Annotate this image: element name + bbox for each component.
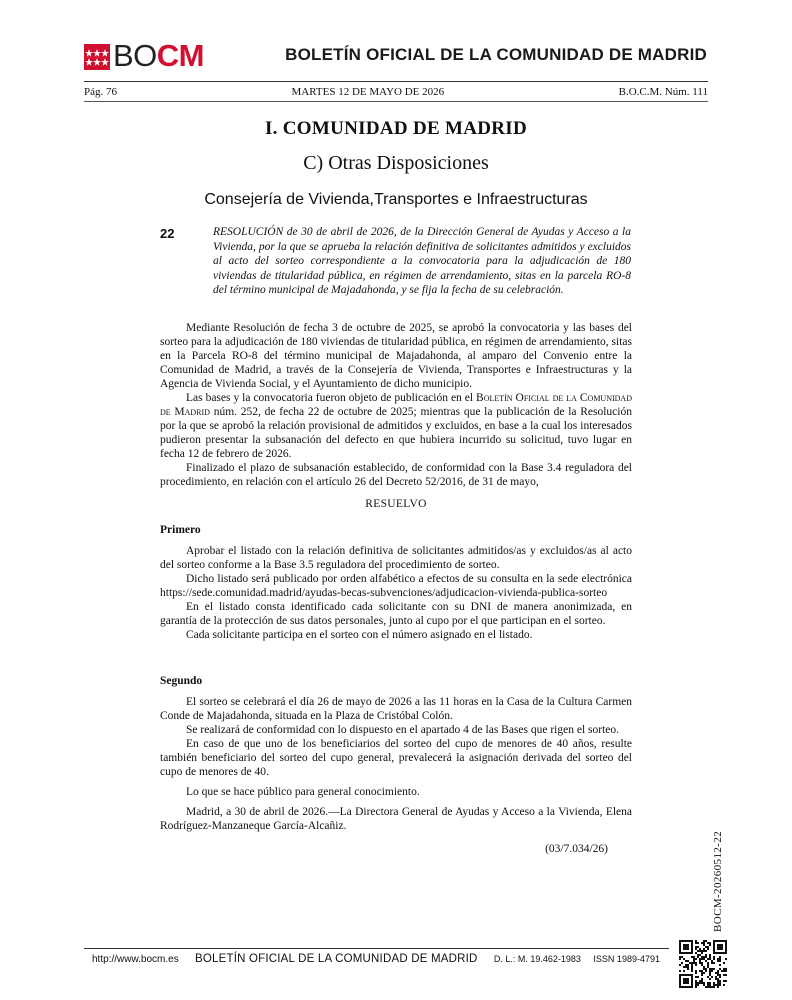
logo-text-bo: BO <box>113 38 157 73</box>
intro-paragraph-3: Finalizado el plazo de subsanación establecido, de conformidad con la Base 3.4 reguladora del procedimiento, en relación con el artículo 26 del Decreto 52/2016, de 31 de mayo, <box>160 462 632 488</box>
footer-title: BOLETÍN OFICIAL DE LA COMUNIDAD DE MADRID <box>195 953 478 965</box>
madrid-stars-logo-icon <box>84 44 110 70</box>
issue-number: B.O.C.M. Núm. 111 <box>618 86 708 98</box>
intro-block <box>160 321 632 489</box>
section-title: I. COMUNIDAD DE MADRID <box>264 118 528 139</box>
page-number: Pág. 76 <box>84 86 117 98</box>
header-rule <box>84 81 708 82</box>
header-rule-bottom <box>84 101 708 102</box>
bocm-logo <box>84 40 204 72</box>
segundo-paragraph-2: Se realizará de conformidad con lo dispuesto en el apartado 4 de las Bases que rigen el sorteo. <box>186 724 620 736</box>
intro-paragraph-2 <box>160 391 632 461</box>
qr-code-icon <box>679 940 727 988</box>
segundo-heading: Segundo <box>160 675 203 687</box>
issue-date: MARTES 12 DE MAYO DE 2026 <box>291 86 445 98</box>
segundo-block <box>160 674 632 833</box>
signature-paragraph: Madrid, a 30 de abril de 2026.—La Directora General de Ayudas y Acceso a la Vivienda, Elena Rodríguez-Manzaneque García-Alcañiz. <box>160 806 632 832</box>
segundo-paragraph-3: En caso de que uno de los beneficiarios del sorteo del cupo de menores de 40 años, resulte también beneficiario del sorteo del cupo general, prevalecerá la asignación derivada del sorteo del cupo de menores de 40. <box>160 738 632 778</box>
primero-paragraph-4: Cada solicitante participa en el sorteo con el número asignado en el listado. <box>186 629 533 641</box>
primero-heading: Primero <box>160 524 201 536</box>
intro-p2-start: Las bases y la convocatoria fueron objeto de publicación en el <box>186 392 477 404</box>
intro-p2-end: núm. 252, de fecha 22 de octubre de 2025; mientras que la publicación de la Resolución por la que se aprobó la relación provisional de admitidos y excluidos, en base a la cual los interesados pudieron presentar la subsanación del defecto en que hubiera incurrido su solicitud, tuvo lugar en fecha 12 de febrero de 2026. <box>160 406 632 460</box>
segundo-paragraph-1: El sorteo se celebrará el día 26 de mayo de 2026 a las 11 horas en la Casa de la Cultura Carmen Conde de Majadahonda, situada en la Plaza de Cristóbal Colón. <box>160 696 632 722</box>
department-name: Consejería de Vivienda,Transportes e Infraestructuras <box>204 191 588 208</box>
document-number: 22 <box>160 226 175 241</box>
subsection-title: C) Otras Disposiciones <box>303 152 489 174</box>
primero-paragraph-3: En el listado consta identificado cada solicitante con su DNI de manera anonimizada, en garantía de la protección de sus datos personales, junto al cupo por el que participan en el sorteo. <box>160 601 632 627</box>
resolution-title: RESOLUCIÓN de 30 de abril de 2026, de la Dirección General de Ayudas y Acceso a la Vivienda, por la que se aprueba la relación definitiva de solicitantes admitidos y excluidos al acto del sorteo correspondiente a la convocatoria para la adjudicación de 180 viviendas de titularidad pública, en régimen de arrendamiento, sitas en la parcela RO-8 del término municipal de Majadahonda, y se fija la fecha de su celebración. <box>213 226 631 297</box>
footer-rule <box>84 948 669 949</box>
header-title: BOLETÍN OFICIAL DE LA COMUNIDAD DE MADRID <box>285 45 707 64</box>
primero-block <box>160 523 632 642</box>
intro-paragraph-1: Mediante Resolución de fecha 3 de octubre de 2025, se aprobó la convocatoria y las bases del sorteo para la adjudicación de 180 viviendas de titularidad pública, en régimen de arrendamiento, sitas en la Parcela RO-8 del término municipal de Majadahonda, al amparo del Convenio entre la Comunidad de Madrid, a través de la Consejería de Vivienda, Transportes e Infraestructuras y la Agencia de Vivienda Social, y el Ayuntamiento de dicho municipio. <box>160 322 632 390</box>
logo-text <box>113 40 204 72</box>
primero-paragraph-1: Aprobar el listado con la relación definitiva de solicitantes admitidos/as y excluidos/as al acto del sorteo conforme a la Base 3.5 reguladora del procedimiento de sorteo. <box>160 545 632 571</box>
header-meta-row <box>84 86 708 98</box>
footer-row <box>92 953 660 965</box>
reference-code: (03/7.034/26) <box>545 843 608 855</box>
logo-text-cm: CM <box>156 38 205 73</box>
resuelvo-heading: RESUELVO <box>365 498 427 510</box>
bocm-reference: Boletín Oficial de la Comunidad de Madrid <box>160 392 632 418</box>
footer-legal-info: D. L.: M. 19.462-1983 ISSN 1989-4791 <box>493 954 660 964</box>
bocm-document-code: BOCM-20260512-22 <box>712 830 724 932</box>
primero-paragraph-2: Dicho listado será publicado por orden alfabético a efectos de su consulta en la sede electrónica https://sede.comunidad.madrid/ayudas-becas-subvenciones/adjudicacion-vivienda-publica-sorteo <box>160 573 632 599</box>
footer-url-link[interactable]: http://www.bocm.es <box>92 954 179 965</box>
closing-paragraph: Lo que se hace público para general conocimiento. <box>186 786 420 798</box>
